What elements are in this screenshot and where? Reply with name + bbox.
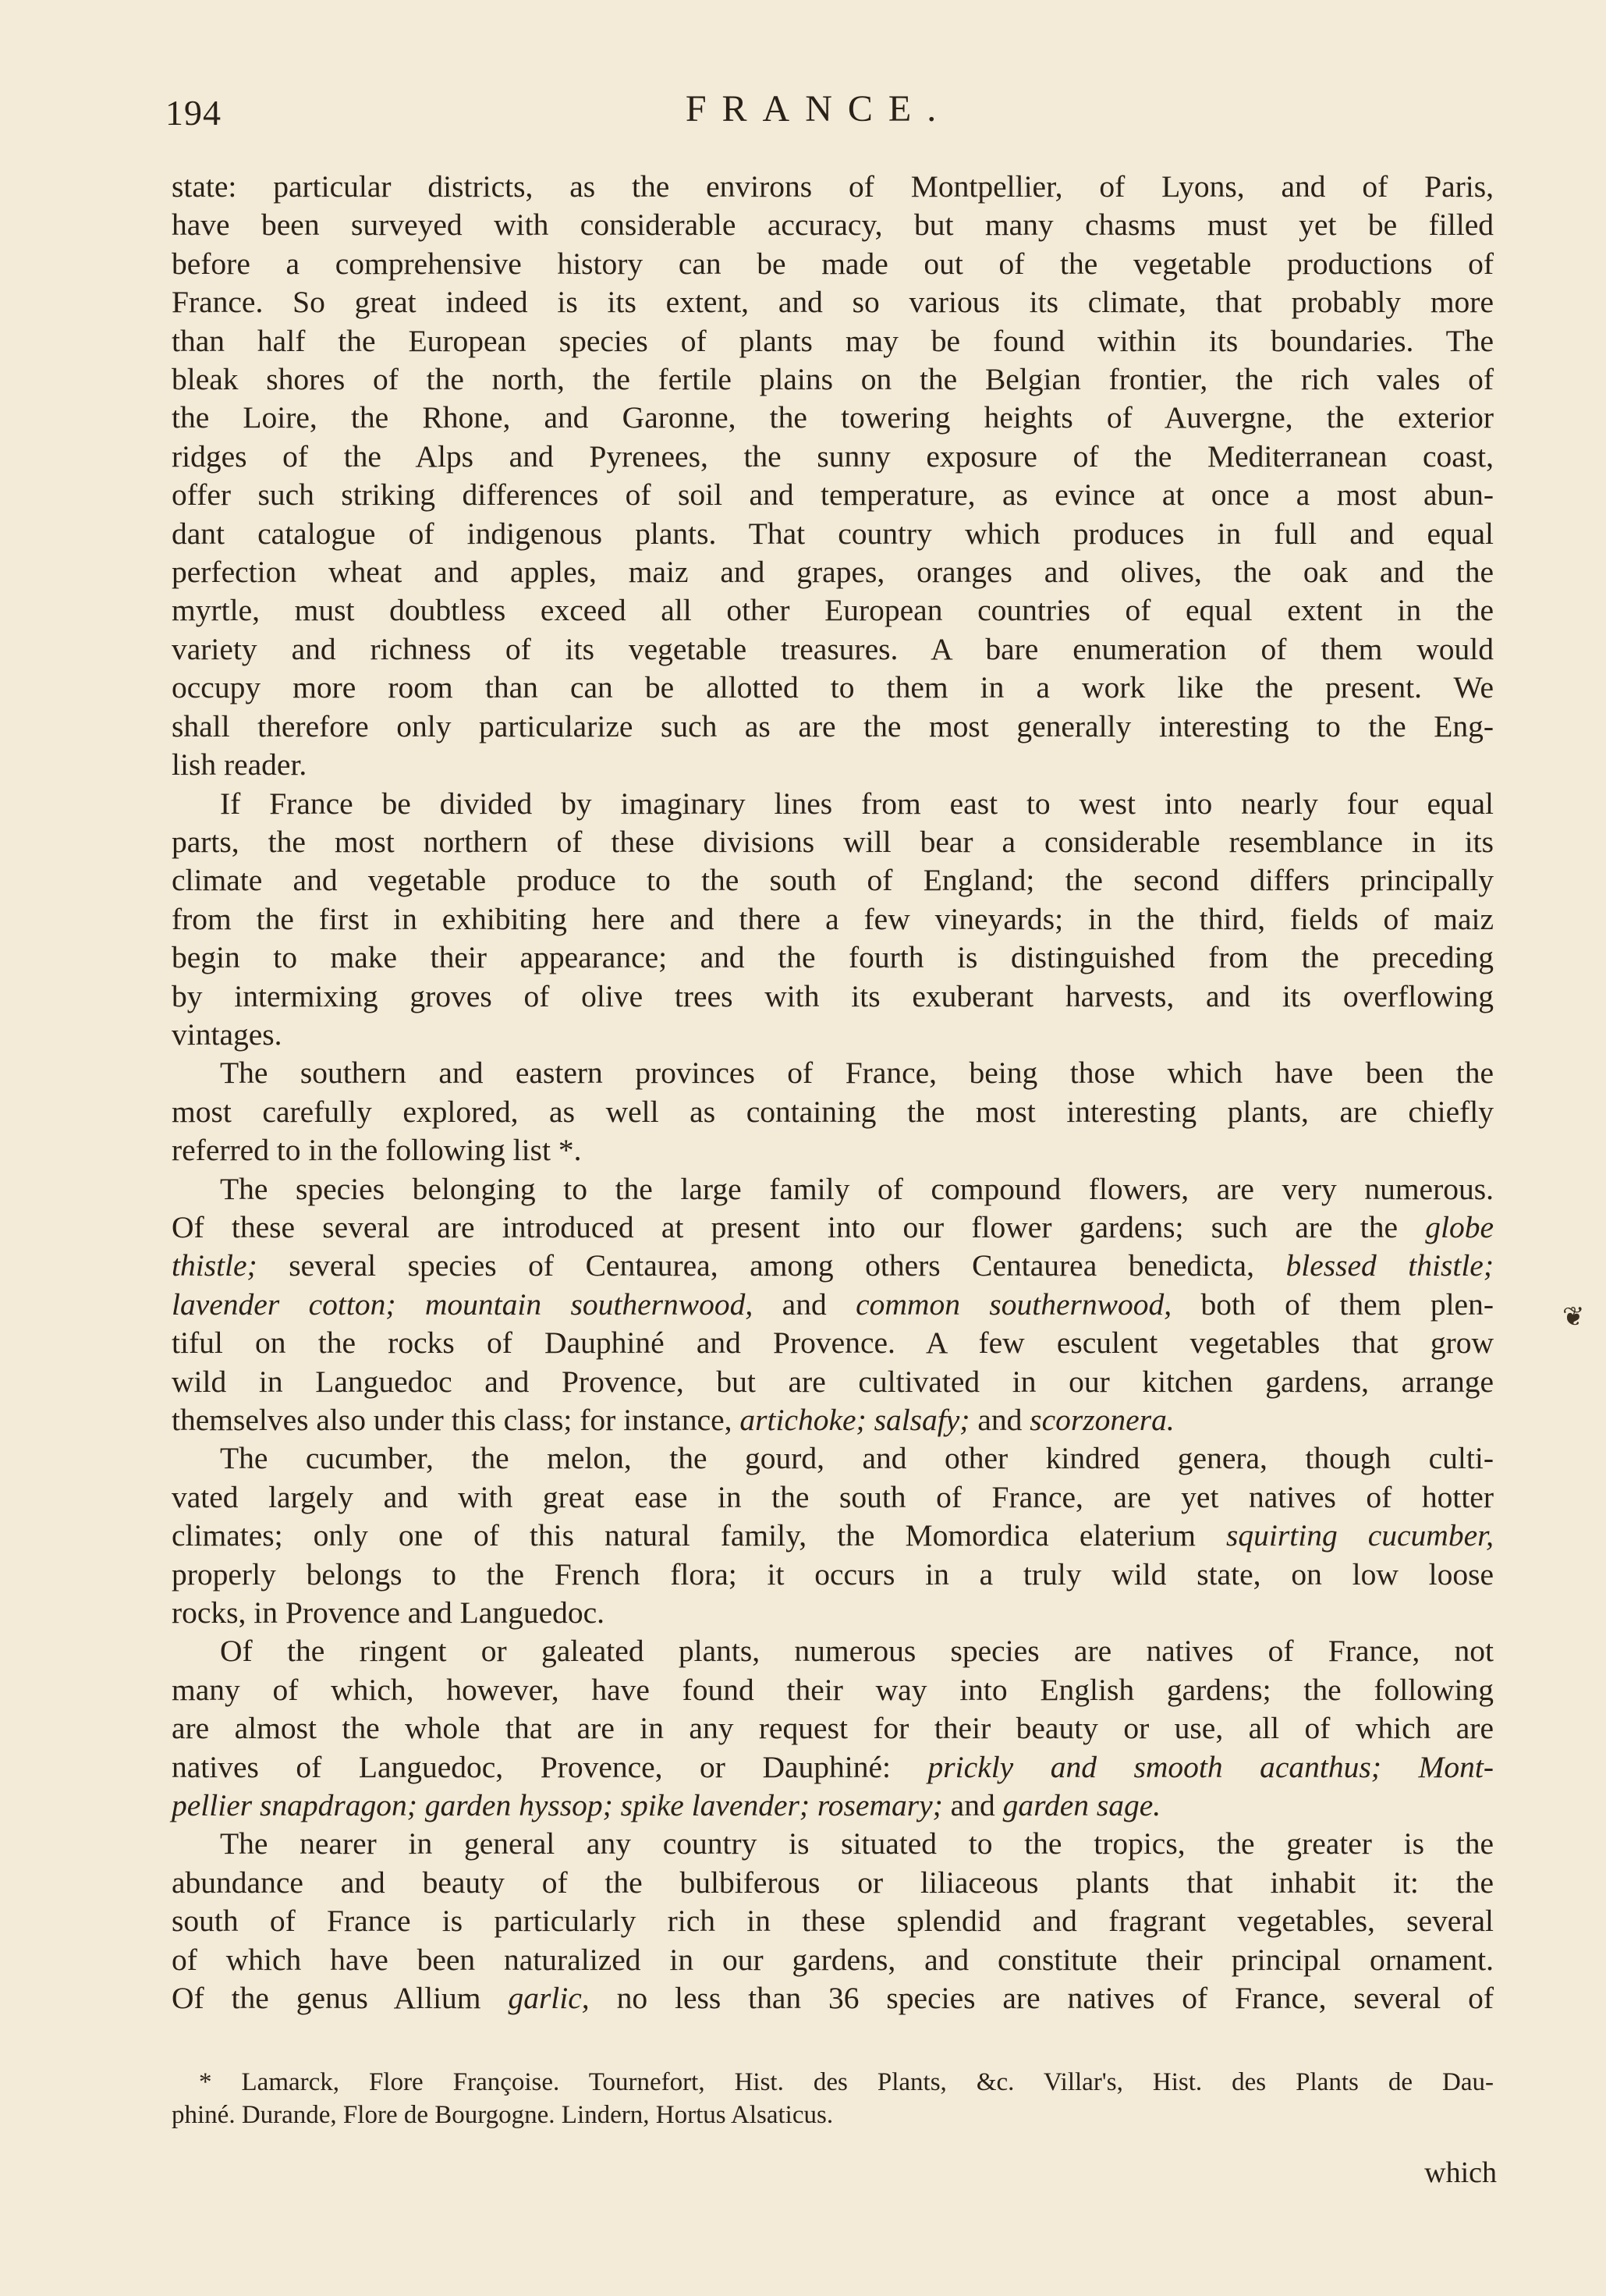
text-line: [172, 1902, 1494, 1940]
text-run: and: [970, 1403, 1030, 1437]
text-line: [172, 1594, 1494, 1632]
text-run: bleak shores of the north, the fertile plains on the Belgian frontier, the rich vales of: [172, 362, 1494, 397]
text-run: shall therefore only particularize such as are the most generally interesting to the Eng-: [172, 708, 1494, 743]
text-line: [172, 939, 1494, 977]
italic-run: garden sage.: [1002, 1788, 1161, 1823]
italic-run: scorzonera.: [1030, 1403, 1175, 1437]
text-run: abundance and beauty of the bulbiferous or liliaceous plants that inhabit it: the: [172, 1865, 1494, 1900]
text-run: phiné. Durande, Flore de Bourgogne. Lindern, Hortus Alsaticus.: [172, 2101, 834, 2129]
catchword: which: [1424, 2156, 1497, 2189]
text-line: [172, 1787, 1494, 1825]
text-run: several species of Centaurea, among others Centaurea benedicta,: [257, 1248, 1286, 1283]
text-run: lish reader.: [172, 747, 307, 782]
text-run: climates; only one of this natural family, the Momordica elaterium: [172, 1518, 1227, 1553]
text-line: [172, 1478, 1494, 1517]
text-run: myrtle, must doubtless exceed all other European countries of equal extent in the: [172, 593, 1494, 628]
text-run: state: particular districts, as the environs of Montpellier, of Lyons, and of Paris,: [172, 169, 1494, 204]
italic-run: common southernwood,: [856, 1286, 1172, 1322]
text-line: [172, 515, 1494, 553]
text-line: [172, 1016, 1494, 1054]
text-line: [172, 746, 1494, 784]
text-line: [172, 1709, 1494, 1748]
text-line: [172, 1208, 1494, 1247]
running-title: FRANCE.: [685, 88, 952, 130]
text-line: [172, 1825, 1494, 1863]
text-line: [172, 1941, 1494, 1979]
text-run: both of them plen-: [1172, 1286, 1494, 1322]
text-run: Of these several are introduced at present into our flower gardens; such are the: [172, 1209, 1426, 1244]
text-line: [172, 1401, 1494, 1439]
italic-run: prickly and smooth acanthus; Mont-: [927, 1749, 1494, 1784]
italic-run: artichoke; salsafy;: [739, 1403, 970, 1437]
text-run: variety and richness of its vegetable treasures. A bare enumeration of them would: [172, 631, 1494, 666]
italic-run: thistle;: [172, 1248, 257, 1283]
text-run: offer such striking differences of soil and temperature, as evince at once a most abun-: [172, 477, 1494, 513]
italic-run: squirting cucumber,: [1226, 1518, 1494, 1553]
text-run: themselves also under this class; for instance,: [172, 1403, 740, 1437]
text-run: occupy more room than can be allotted to them in a work like the present. We: [172, 670, 1494, 705]
text-line: [172, 322, 1494, 360]
text-run: natives of Languedoc, Provence, or Dauphiné:: [172, 1749, 928, 1784]
text-run: no less than 36 species are natives of France, several of: [589, 1981, 1494, 2016]
text-run: ridges of the Alps and Pyrenees, the sunny exposure of the Mediterranean coast,: [172, 438, 1494, 474]
text-run: tiful on the rocks of Dauphiné and Provence. A few esculent vegetables that grow: [172, 1325, 1494, 1361]
text-run: Of the genus Allium: [172, 1981, 509, 2016]
text-line: [172, 1054, 1494, 1092]
text-line: [172, 823, 1494, 861]
text-run: referred to in the following list *.: [172, 1133, 582, 1168]
text-run: and: [753, 1286, 856, 1322]
text-line: [172, 399, 1494, 437]
text-run: from the first in exhibiting here and there a few vineyards; in the third, fields of maiz: [172, 901, 1494, 936]
text-run: of which have been naturalized in our gardens, and constitute their principal ornament.: [172, 1942, 1494, 1977]
text-line: [172, 591, 1494, 630]
text-run: and: [942, 1788, 1003, 1823]
text-run: before a comprehensive history can be made out of the vegetable productions of: [172, 246, 1494, 281]
text-run: The nearer in general any country is situated to the tropics, the greater is the: [220, 1826, 1494, 1861]
text-line: [172, 978, 1494, 1016]
text-run: The cucumber, the melon, the gourd, and other kindred genera, though culti-: [220, 1441, 1494, 1476]
text-run: The species belonging to the large family of compound flowers, are very numerous.: [220, 1171, 1494, 1206]
page-number: 194: [165, 93, 222, 133]
text-line: [172, 168, 1494, 206]
text-run: rocks, in Provence and Languedoc.: [172, 1595, 605, 1631]
text-line: [172, 206, 1494, 244]
text-line: [172, 1632, 1494, 1670]
text-run: by intermixing groves of olive trees with its exuberant harvests, and its overflowing: [172, 978, 1494, 1013]
text-run: begin to make their appearance; and the fourth is distinguished from the preceding: [172, 940, 1494, 975]
text-line: [172, 1093, 1494, 1131]
italic-run: garlic,: [508, 1981, 590, 2016]
margin-mark: ❦: [1562, 1303, 1585, 1332]
text-run: many of which, however, have found their way into English gardens; the following: [172, 1672, 1494, 1707]
text-run: Of the ringent or galeated plants, numerous species are natives of France, not: [220, 1634, 1494, 1669]
text-line: [172, 708, 1494, 746]
text-line: [172, 861, 1494, 900]
footnote: [172, 2066, 1494, 2131]
text-run: France. So great indeed is its extent, and so various its climate, that probably more: [172, 285, 1494, 320]
text-run: dant catalogue of indigenous plants. That country which produces in full and equal: [172, 516, 1494, 551]
text-line: [172, 283, 1494, 321]
text-line: [172, 1979, 1494, 2017]
text-line: [172, 785, 1494, 823]
text-line: [172, 1131, 1494, 1169]
text-line: [172, 2099, 1494, 2131]
text-line: [172, 669, 1494, 707]
text-run: most carefully explored, as well as containing the most interesting plants, are chiefly: [172, 1094, 1494, 1129]
italic-run: pellier snapdragon; garden hyssop; spike lavender; rosemary;: [172, 1788, 943, 1823]
text-line: [172, 245, 1494, 283]
text-run: perfection wheat and apples, maiz and grapes, oranges and olives, the oak and the: [172, 555, 1494, 590]
text-line: [172, 1363, 1494, 1401]
body-text: [172, 168, 1494, 2018]
text-run: * Lamarck, Flore Françoise. Tournefort, Hist. des Plants, &c. Villar's, Hist. des Plants de Dau-: [199, 2068, 1494, 2096]
text-line: [172, 1864, 1494, 1902]
text-line: [172, 1324, 1494, 1362]
text-line: [172, 476, 1494, 514]
text-line: [172, 1247, 1494, 1285]
text-line: [172, 1671, 1494, 1709]
italic-run: blessed thistle;: [1285, 1248, 1494, 1283]
text-run: vintages.: [172, 1017, 282, 1052]
text-line: [172, 1517, 1494, 1555]
text-run: If France be divided by imaginary lines from east to west into nearly four equal: [220, 786, 1494, 821]
text-line: [172, 360, 1494, 399]
text-run: vated largely and with great ease in the south of France, are yet natives of hotter: [172, 1479, 1494, 1514]
text-run: are almost the whole that are in any request for their beauty or use, all of which are: [172, 1711, 1494, 1746]
text-line: [199, 2066, 1494, 2099]
text-run: properly belongs to the French flora; it occurs in a truly wild state, on low loose: [172, 1556, 1494, 1592]
text-line: [172, 1439, 1494, 1478]
text-run: wild in Languedoc and Provence, but are cultivated in our kitchen gardens, arrange: [172, 1364, 1494, 1399]
text-line: [172, 553, 1494, 591]
text-line: [172, 630, 1494, 669]
text-run: south of France is particularly rich in these splendid and fragrant vegetables, several: [172, 1904, 1494, 1939]
text-line: [172, 900, 1494, 939]
text-line: [172, 1556, 1494, 1594]
text-run: have been surveyed with considerable accuracy, but many chasms must yet be filled: [172, 208, 1494, 243]
text-line: [172, 1286, 1494, 1324]
text-line: [172, 438, 1494, 476]
text-run: The southern and eastern provinces of France, being those which have been the: [220, 1056, 1494, 1091]
text-run: parts, the most northern of these divisions will bear a considerable resemblance in its: [172, 824, 1494, 859]
text-line: [172, 1748, 1494, 1787]
italic-run: lavender cotton; mountain southernwood,: [172, 1286, 753, 1322]
text-run: the Loire, the Rhone, and Garonne, the towering heights of Auvergne, the exterior: [172, 400, 1494, 435]
italic-run: globe: [1425, 1209, 1494, 1244]
text-run: climate and vegetable produce to the south of England; the second differs principally: [172, 863, 1494, 898]
text-line: [172, 1170, 1494, 1208]
text-run: than half the European species of plants may be found within its boundaries. The: [172, 323, 1494, 358]
